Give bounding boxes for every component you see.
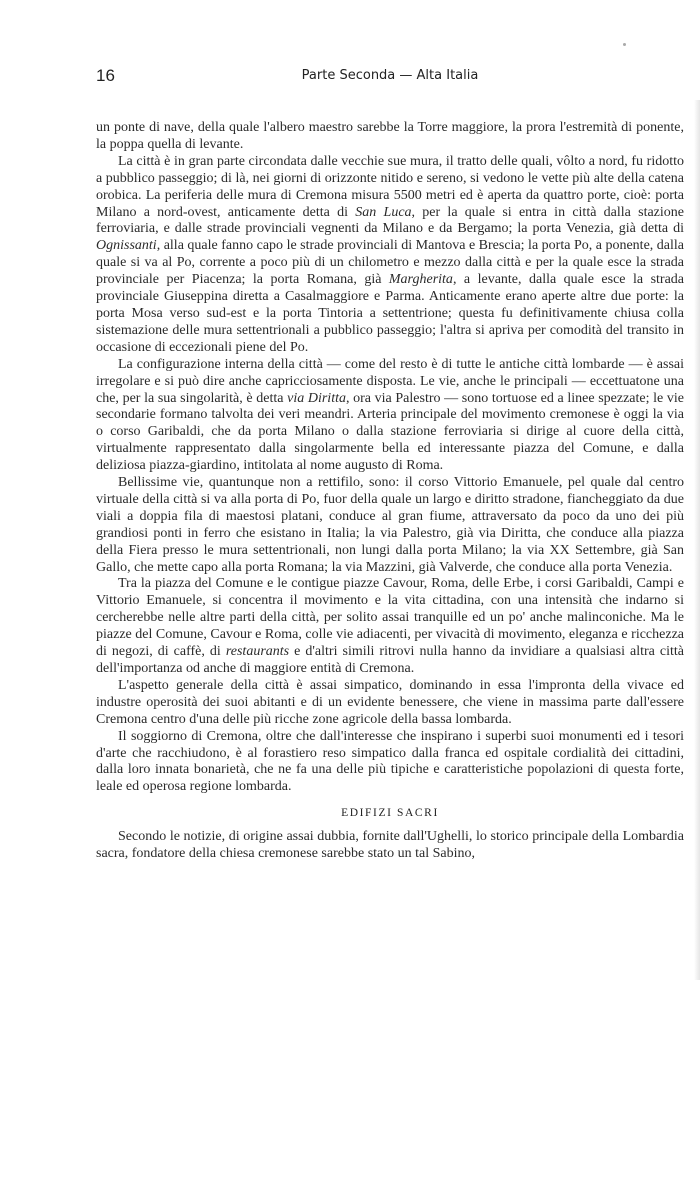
paragraph-squares: Tra la piazza del Comune e le contigue piazze Cavour, Roma, delle Erbe, i corsi Garibaldi, Campi e Vittorio Emanuele, si concentra il movimento e la vita cittadina, con una intensità che indarno si cercherebbe nelle altre parti della città, per solito assai tranquille ed un po' anche malinconiche. Ma le piazze del Comune, Cavour e Roma, colle vie adiacenti, per vivacità di movimento, eleganza e ricchezza di negozi, di caffè, di restaurants e d'altri simili ritrovi nulla hanno da invidiare a qualsiasi altra città dell'importanza od anche di maggiore entità di Cremona. [96,576,684,676]
italic-term: Margherita [388,272,453,288]
italic-term: via Diritta [287,390,346,406]
paragraph-aspect: L'aspetto generale della città è assai simpatico, dominando in essa l'impronta della vivace ed industre operosità dei suoi abitanti e di un evidente benessere, che viene in massima parte dall'essere Cremona centro d'una delle più ricche zone agricole della bassa lombarda. [96,677,684,727]
paragraph-stay: Il soggiorno di Cremona, oltre che dall'interesse che inspirano i superbi suoi monumenti ed i tesori d'arte che racchiudono, è al forastiero reso simpatico dalla franca ed ospitale cordialità dei cittadini, dalla loro innata bonarietà, che ne fa una delle più tipiche e caratteristiche popolazioni di questa forte, leale ed operosa regione lombarda. [96,728,684,795]
paragraph-city-walls: La città è in gran parte circondata dalle vecchie sue mura, il tratto delle quali, vôlto a nord, fu ridotto a pubblico passeggio; di là, nei giorni di orizzonte nitido e sereno, si vedono le vette più alte della catena orobica. La periferia delle mura di Cremona misura 5500 metri ed è aperta da quattro porte, cioè: porta Milano a nord-ovest, anticamente detta di San Luca, per la quale si entra in città dalla stazione ferroviaria, e dalle strade provinciali vegnenti da Milano e da Bergamo; la porta Venezia, già detta di Ognissanti, alla quale fanno capo le strade provinciali di Mantova e Brescia; la porta Po, a ponente, dalla quale si va al Po, corrente a poco più di un chilometro e mezzo dalla città e per la quale esce la strada provinciale per Piacenza; la porta Romana, già Margherita, a levante, dalla quale esce la strada provinciale Giuseppina diretta a Casalmaggiore e Parma. Anticamente erano aperte altre due porte: la porta Mosa verso sud-est e la porta Tintoria a settentrione; questa fu definitivamente chiusa colla sistemazione delle mura settentrionali a pubblico passeggio; l'altra si apriva per comodità del transito in occasione di eccezionali piene del Po. [96,153,684,355]
italic-term: restaurants [225,644,290,660]
paper-speck [623,43,626,46]
paragraph-continued: un ponte di nave, della quale l'albero maestro sarebbe la Torre maggiore, la prora l'estremità di ponente, la poppa quella di levante. [96,120,684,152]
section-heading: EDIFIZI SACRI [341,807,439,820]
paragraph-streets: Bellissime vie, quantunque non a rettifilo, sono: il corso Vittorio Emanuele, pel quale dal centro virtuale della città si va alla porta di Po, fuor della quale un largo e diritto stradone, fiancheggiato da due viali a doppia fila di maestosi platani, conduce al gran fiume, attraversato da poco da uno dei più grandiosi ponti in ferro che esistano in Italia; la via Palestro, già via Diritta, che conduce alla piazza della Fiera presso le mura settentrionali, non lungi dalla porta Milano; la via XX Settembre, già San Gallo, che mette capo alla porta Romana; la via Mazzini, già Valverde, che conduce alla porta Venezia. [96,475,684,575]
paragraph-sacred-buildings: Secondo le notizie, di origine assai dubbia, fornite dall'Ughelli, lo storico principale della Lombardia sacra, fondatore della chiesa cremonese sarebbe stato un tal Sabino, [96,829,684,862]
italic-term: Ognissanti [96,238,157,254]
page-edge-shadow [694,100,700,980]
italic-term: San Luca [355,204,412,220]
paragraph-city-layout: La configurazione interna della città — come del resto è di tutte le antiche città lombarde — è assai irregolare e si può dire anche capricciosamente disposta. Le vie, anche le principali — eccettuatone una che, per la sua singolarità, è detta via Diritta, ora via Palestro — sono tortuose ed a linee spezzate; le vie secondarie formano talvolta dei veri meandri. Arteria principale del movimento cremonese è oggi la via o corso Garibaldi, che da porta Milano o dalla stazione ferroviaria si dirige al cuore della città, virtualmente rappresentato dalla singolarmente bella ed interessante piazza del Comune, e dalla deliziosa piazza-giardino, intitolata al nome augusto di Roma. [96,356,684,474]
body-text [96,120,684,863]
page-header [96,66,684,88]
running-head: Parte Seconda — Alta Italia [301,68,479,83]
page-number: 16 [96,66,115,85]
